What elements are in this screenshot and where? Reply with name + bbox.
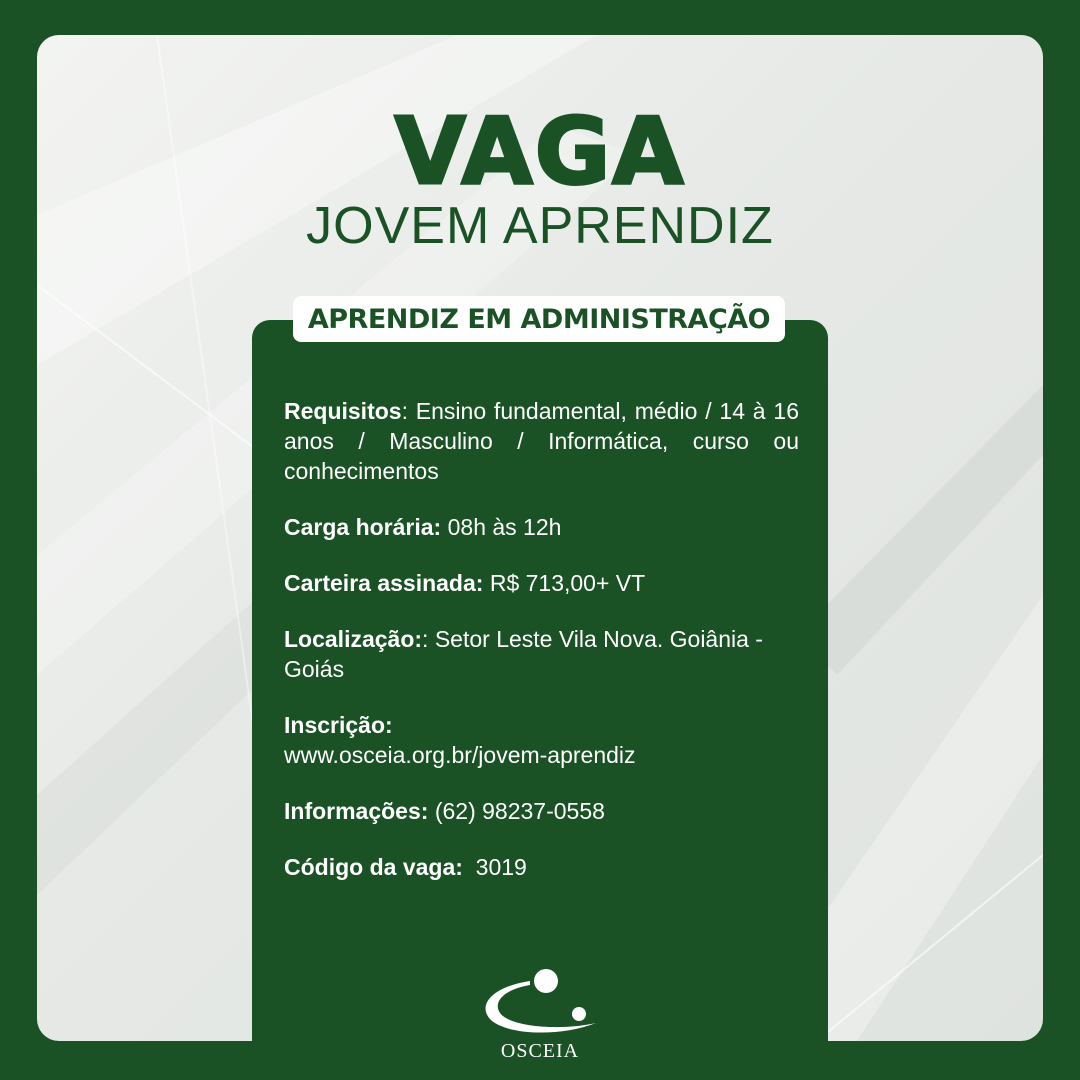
work-hours-label: Carga horária: (284, 514, 442, 540)
position-tag: APRENDIZ EM ADMINISTRAÇÃO (293, 296, 785, 342)
requirements-row (284, 396, 799, 486)
contact-label: Informações: (284, 798, 429, 824)
location-label: Localização: (284, 626, 423, 652)
registration-row (284, 710, 799, 770)
contact-phone: (62) 98237-0558 (428, 798, 605, 824)
work-hours-row (284, 512, 799, 542)
job-code-row (284, 852, 799, 882)
requirements-value: : Ensino fundamental, médio / 14 à 16 anos / Masculino / Informática, curso ou conhecimentos (284, 398, 799, 484)
job-details (284, 396, 799, 908)
salary-value: R$ 713,00+ VT (483, 570, 646, 596)
headline-title: VAGA (394, 98, 686, 205)
location-row (284, 624, 799, 684)
contact-row (284, 796, 799, 826)
registration-label: Inscrição: (284, 712, 393, 738)
job-code-value: 3019 (462, 854, 527, 880)
location-value: : Setor Leste Vila Nova. Goiânia - Goiás (284, 626, 763, 682)
requirements-label: Requisitos (284, 398, 402, 424)
headline-subtitle: JOVEM APRENDIZ (306, 197, 774, 255)
salary-label: Carteira assinada: (284, 570, 484, 596)
salary-row (284, 568, 799, 598)
work-hours-value: 08h às 12h (441, 514, 562, 540)
osceia-logo-icon (470, 965, 610, 1045)
job-code-label: Código da vaga: (284, 854, 463, 880)
logo-wordmark: OSCEIA (500, 1040, 580, 1062)
registration-link[interactable]: www.osceia.org.br/jovem-aprendiz (284, 742, 636, 768)
